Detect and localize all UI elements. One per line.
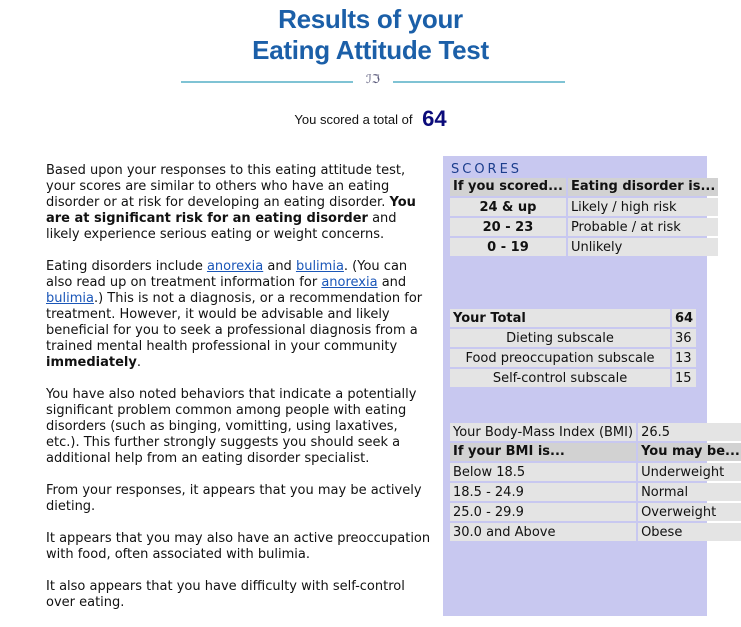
subscale-value: 36 — [672, 329, 696, 347]
col-header-scored: If you scored... — [450, 178, 566, 196]
results-text — [46, 163, 434, 627]
table-row — [450, 329, 696, 347]
text: . — [136, 355, 142, 370]
totals-table — [448, 307, 698, 389]
paragraph-self-control: It also appears that you have difficulty with self-control over eating. — [46, 579, 405, 610]
subscale-label: Self-control subscale — [450, 369, 670, 387]
risk-emphasis: You are at significant risk for an eating disorder — [46, 195, 416, 226]
divider-line-left — [181, 81, 353, 83]
bmi-range: Below 18.5 — [450, 463, 636, 481]
table-row — [450, 349, 696, 367]
bulimia-treatment-link[interactable]: bulimia — [46, 291, 94, 306]
score-value: 64 — [422, 106, 447, 131]
anorexia-treatment-link[interactable]: anorexia — [321, 275, 378, 290]
title-line-1: Results of your — [278, 4, 463, 34]
text: Based upon your responses to this eating attitude test, your scores are similar to others who have an eating disorder or at risk for developing an eating disorder. — [46, 163, 406, 210]
risk-level: Unlikely — [568, 238, 718, 256]
risk-level: Probable / at risk — [568, 218, 718, 236]
text: .) This is not a diagnosis, or a recommendation for treatment. However, it would be advisable and likely beneficial for you to seek a professional diagnosis from a trained mental health professional in your community — [46, 291, 423, 354]
bmi-category: Underweight — [638, 463, 741, 481]
total-label: Your Total — [450, 309, 670, 327]
paragraph-risk — [46, 163, 434, 243]
table-header-row — [450, 178, 718, 196]
text: and — [377, 275, 407, 290]
page-title — [0, 4, 741, 66]
col-header-disorder: Eating disorder is... — [568, 178, 718, 196]
paragraph-disorders — [46, 259, 434, 371]
score-range: 20 - 23 — [450, 218, 566, 236]
table-row — [450, 238, 718, 256]
subscale-label: Food preoccupation subscale — [450, 349, 670, 367]
subscale-value: 15 — [672, 369, 696, 387]
table-row — [450, 503, 741, 521]
text: and likely experience serious eating or weight concerns. — [46, 211, 397, 242]
bmi-range: 25.0 - 29.9 — [450, 503, 636, 521]
bmi-category: Overweight — [638, 503, 741, 521]
table-row — [450, 369, 696, 387]
score-range: 24 & up — [450, 198, 566, 216]
bulimia-link[interactable]: bulimia — [295, 259, 344, 274]
col-header-bmi: If your BMI is... — [450, 443, 636, 461]
bmi-value: 26.5 — [638, 423, 741, 441]
title-line-2: Eating Attitude Test — [252, 35, 489, 65]
table-row — [450, 218, 718, 236]
scores-heading: SCORES — [451, 162, 523, 177]
table-row — [450, 483, 741, 501]
subscale-label: Dieting subscale — [450, 329, 670, 347]
bmi-range: 18.5 - 24.9 — [450, 483, 636, 501]
title-divider — [181, 71, 565, 91]
anorexia-link[interactable]: anorexia — [206, 259, 264, 274]
table-row — [450, 463, 741, 481]
subscale-value: 13 — [672, 349, 696, 367]
score-range: 0 - 19 — [450, 238, 566, 256]
text: and — [263, 259, 296, 274]
score-summary — [0, 106, 741, 132]
divider-line-right — [393, 81, 565, 83]
text: . (You can also read up on treatment information for — [46, 259, 408, 290]
score-interpretation-table — [448, 176, 720, 258]
bmi-table — [448, 421, 741, 543]
paragraph-behaviors: You have also noted behaviors that indicate a potentially significant problem common among people with eating disorders (such as binging, vomitting, using laxatives, etc.). This further strongly suggests you should seek a additional help from an eating disorder specialist. — [46, 387, 417, 466]
risk-level: Likely / high risk — [568, 198, 718, 216]
col-header-category: You may be... — [638, 443, 741, 461]
table-row — [450, 198, 718, 216]
paragraph-preoccupation: It appears that you may also have an active preoccupation with food, often associated with bulimia. — [46, 531, 431, 562]
bmi-header-row — [450, 443, 741, 461]
bmi-row — [450, 423, 741, 441]
bmi-range: 30.0 and Above — [450, 523, 636, 541]
text: Eating disorders include — [46, 259, 207, 274]
immediately-emphasis: immediately — [46, 355, 137, 370]
paragraph-dieting: From your responses, it appears that you may be actively dieting. — [46, 483, 422, 514]
table-row — [450, 523, 741, 541]
bmi-category: Obese — [638, 523, 741, 541]
total-value: 64 — [672, 309, 696, 327]
score-label: You scored a total of — [294, 112, 413, 127]
total-row — [450, 309, 696, 327]
bmi-category: Normal — [638, 483, 741, 501]
bmi-label: Your Body-Mass Index (BMI) — [450, 423, 636, 441]
ornament-icon: ℐℑ — [365, 72, 380, 86]
